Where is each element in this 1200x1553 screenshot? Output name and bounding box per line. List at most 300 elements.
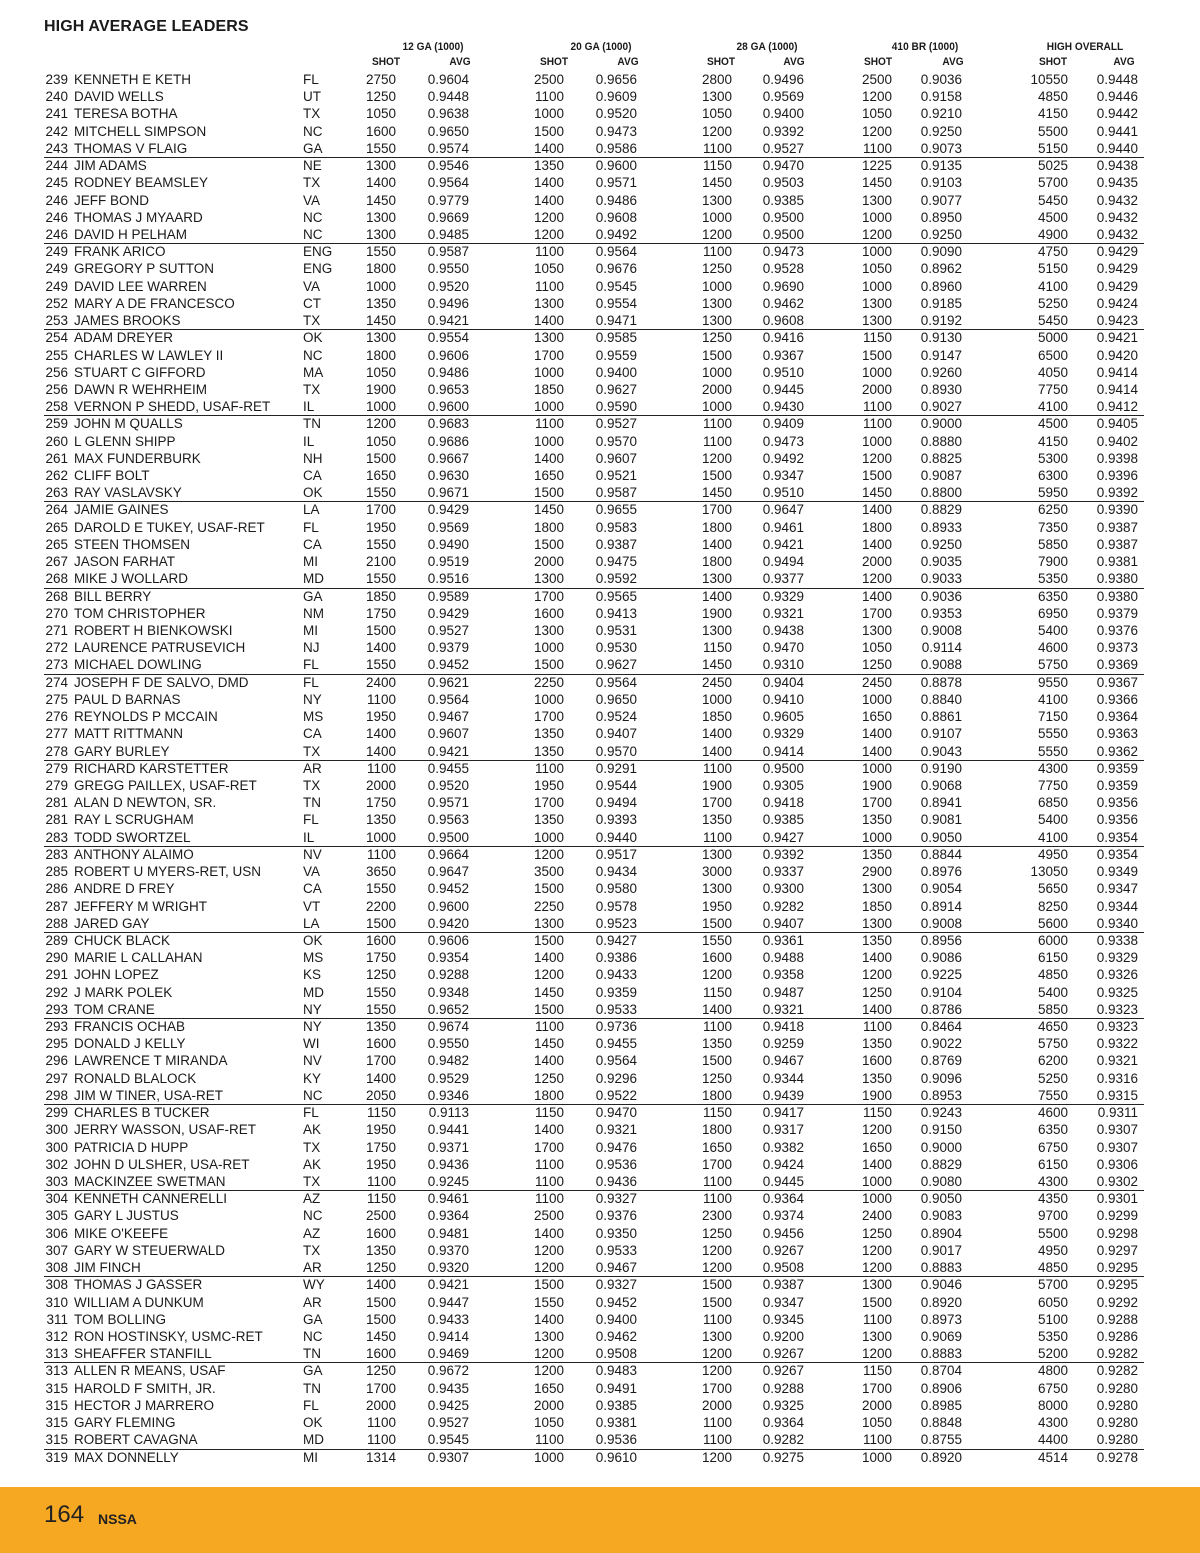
name-cell: DAVID LEE WARREN <box>74 278 207 294</box>
rank-cell: 262 <box>45 468 68 484</box>
page-number: 164 <box>44 1501 85 1528</box>
avg-20ga-cell: 0.9578 <box>595 898 637 914</box>
shot-20ga-cell: 1550 <box>533 1294 564 1310</box>
table-row <box>44 726 1144 743</box>
avg-20ga-cell: 0.9455 <box>595 1036 637 1052</box>
table-row <box>44 1019 1144 1036</box>
avg-12ga-cell: 0.9554 <box>427 330 469 346</box>
rank-cell: 241 <box>45 106 68 122</box>
shot-20ga-cell: 1400 <box>533 1225 564 1241</box>
table-row <box>44 950 1144 967</box>
shot-20ga-cell: 1200 <box>533 209 564 225</box>
avg-410br-cell: 0.8904 <box>920 1225 962 1241</box>
rank-cell: 272 <box>45 640 68 656</box>
rank-cell: 312 <box>45 1328 68 1344</box>
avg-overall-cell: 0.9326 <box>1096 967 1138 983</box>
shot-12ga-cell: 1250 <box>365 1363 396 1379</box>
shot-410br-cell: 1000 <box>861 433 892 449</box>
shot-overall-cell: 6150 <box>1037 1156 1068 1172</box>
avg-12ga-cell: 0.9527 <box>427 623 469 638</box>
avg-12ga-cell: 0.9435 <box>427 1380 469 1396</box>
shot-20ga-cell: 1500 <box>533 1001 564 1017</box>
shot-410br-cell: 1100 <box>862 1019 892 1035</box>
shot-20ga-cell: 1500 <box>533 932 564 948</box>
state-cell: MD <box>303 984 324 1000</box>
shot-12ga-cell: 2000 <box>365 1397 396 1413</box>
state-cell: OK <box>303 330 323 346</box>
shot-20ga-cell: 1050 <box>533 1415 564 1431</box>
name-cell: ADAM DREYER <box>74 330 174 346</box>
avg-overall-cell: 0.9323 <box>1096 1019 1138 1035</box>
avg-12ga-cell: 0.9429 <box>427 605 469 621</box>
avg-12ga-cell: 0.9516 <box>427 571 469 587</box>
name-cell: DAROLD E TUKEY, USAF-RET <box>74 519 265 535</box>
avg-410br-cell: 0.8906 <box>920 1380 962 1396</box>
state-cell: TX <box>303 175 321 191</box>
shot-28ga-cell: 1800 <box>701 1122 732 1138</box>
avg-28ga-cell: 0.9392 <box>762 846 804 862</box>
shot-410br-cell: 2000 <box>861 1397 892 1413</box>
name-cell: JARED GAY <box>74 915 150 931</box>
shot-12ga-cell: 1850 <box>365 588 396 604</box>
table-row <box>44 210 1144 227</box>
rank-cell: 315 <box>45 1380 68 1396</box>
shot-12ga-cell: 1000 <box>365 399 396 415</box>
avg-20ga-cell: 0.9570 <box>595 433 637 449</box>
rank-cell: 255 <box>45 347 68 363</box>
table-row <box>44 1105 1144 1122</box>
shot-410br-cell: 1000 <box>861 1449 892 1465</box>
avg-20ga-cell: 0.9452 <box>595 1294 637 1310</box>
name-cell: ANDRE D FREY <box>74 881 175 897</box>
avg-410br-cell: 0.8755 <box>920 1432 962 1448</box>
avg-410br-cell: 0.8829 <box>920 502 962 518</box>
shot-12ga-cell: 1300 <box>365 209 396 225</box>
table-row <box>44 261 1144 278</box>
shot-overall-cell: 5550 <box>1037 743 1068 759</box>
state-cell: NY <box>303 1019 322 1035</box>
rank-cell: 246 <box>45 209 68 225</box>
shot-overall-cell: 5300 <box>1037 450 1068 466</box>
avg-410br-cell: 0.9000 <box>920 416 962 432</box>
shot-overall-cell: 5500 <box>1037 1225 1068 1241</box>
shot-overall-cell: 4950 <box>1037 846 1068 862</box>
shot-12ga-cell: 1350 <box>365 1019 396 1035</box>
name-cell: JOHN LOPEZ <box>74 967 159 983</box>
shot-410br-cell: 1350 <box>861 846 892 862</box>
avg-12ga-cell: 0.9455 <box>427 760 469 776</box>
avg-overall-cell: 0.9282 <box>1096 1363 1138 1379</box>
avg-410br-cell: 0.9050 <box>920 829 962 845</box>
rank-cell: 295 <box>45 1036 68 1052</box>
shot-410br-cell: 2000 <box>861 554 892 570</box>
group-410br: 410 BR (1000) <box>891 41 959 53</box>
avg-410br-cell: 0.8914 <box>920 898 962 914</box>
avg-410br-cell: 0.9008 <box>920 915 962 931</box>
avg-overall-cell: 0.9398 <box>1096 450 1138 466</box>
shot-overall-cell: 7550 <box>1037 1087 1068 1103</box>
avg-28ga-cell: 0.9473 <box>762 433 804 449</box>
avg-12ga-cell: 0.9320 <box>427 1260 469 1276</box>
avg-20ga-cell: 0.9580 <box>595 881 637 897</box>
avg-28ga-cell: 0.9416 <box>762 330 804 346</box>
shot-20ga-cell: 1200 <box>533 846 564 862</box>
avg-12ga-cell: 0.9564 <box>427 175 469 191</box>
group-20ga: 20 GA (1000) <box>570 41 632 53</box>
avg-20ga-cell: 0.9564 <box>595 1053 637 1069</box>
name-cell: MAX DONNELLY <box>74 1449 179 1465</box>
shot-overall-cell: 4600 <box>1037 640 1068 656</box>
avg-410br-cell: 0.9250 <box>920 123 962 139</box>
shot-28ga-cell: 1500 <box>701 915 732 931</box>
shot-28ga-cell: 2300 <box>701 1208 732 1224</box>
avg-header: AVG <box>449 56 471 68</box>
avg-overall-cell: 0.9432 <box>1096 226 1138 242</box>
avg-20ga-cell: 0.9327 <box>595 1277 637 1293</box>
rank-cell: 315 <box>45 1397 68 1413</box>
rank-cell: 274 <box>45 674 68 690</box>
avg-overall-cell: 0.9307 <box>1096 1122 1138 1138</box>
shot-410br-cell: 1200 <box>861 1346 892 1362</box>
shot-20ga-cell: 1800 <box>533 519 564 535</box>
rank-cell: 265 <box>45 519 68 535</box>
avg-12ga-cell: 0.9485 <box>427 226 469 242</box>
avg-410br-cell: 0.9135 <box>920 158 962 174</box>
avg-28ga-cell: 0.9367 <box>762 347 804 363</box>
name-cell: JEFF BOND <box>74 192 150 208</box>
shot-28ga-cell: 1100 <box>702 416 732 432</box>
shot-20ga-cell: 1350 <box>533 158 564 174</box>
shot-20ga-cell: 1000 <box>533 399 564 415</box>
avg-20ga-cell: 0.9521 <box>595 468 637 484</box>
shot-overall-cell: 4950 <box>1037 1242 1068 1258</box>
rank-cell: 278 <box>45 743 68 759</box>
shot-28ga-cell: 1350 <box>701 1036 732 1052</box>
shot-20ga-cell: 1700 <box>533 1139 564 1155</box>
shot-28ga-cell: 1350 <box>701 812 732 828</box>
avg-20ga-cell: 0.9517 <box>595 846 637 862</box>
shot-410br-cell: 1000 <box>861 1191 892 1207</box>
avg-410br-cell: 0.9158 <box>920 89 962 105</box>
table-row <box>44 537 1144 554</box>
avg-28ga-cell: 0.9329 <box>762 726 804 742</box>
avg-overall-cell: 0.9429 <box>1096 261 1138 277</box>
rank-cell: 305 <box>45 1208 68 1224</box>
avg-overall-cell: 0.9280 <box>1096 1432 1138 1448</box>
avg-410br-cell: 0.8861 <box>920 709 962 725</box>
table-row <box>44 1295 1144 1312</box>
name-cell: MICHAEL DOWLING <box>74 657 202 673</box>
shot-20ga-cell: 1400 <box>533 1053 564 1069</box>
rank-cell: 256 <box>45 381 68 397</box>
avg-20ga-cell: 0.9475 <box>595 554 637 570</box>
shot-410br-cell: 1300 <box>861 915 892 931</box>
rank-cell: 271 <box>45 623 68 638</box>
table-row <box>44 864 1144 881</box>
shot-28ga-cell: 1800 <box>701 554 732 570</box>
avg-28ga-cell: 0.9527 <box>762 140 804 156</box>
shot-12ga-cell: 1400 <box>365 640 396 656</box>
shot-28ga-cell: 1100 <box>702 760 732 776</box>
rank-cell: 300 <box>45 1139 68 1155</box>
table-row <box>44 675 1144 692</box>
rank-cell: 273 <box>45 657 68 673</box>
shot-28ga-cell: 1150 <box>702 984 732 1000</box>
avg-20ga-cell: 0.9522 <box>595 1087 637 1103</box>
avg-410br-cell: 0.9036 <box>920 72 962 87</box>
rank-cell: 304 <box>45 1191 68 1207</box>
shot-overall-cell: 5450 <box>1037 313 1068 329</box>
shot-overall-cell: 5650 <box>1037 881 1068 897</box>
shot-410br-cell: 1200 <box>861 571 892 587</box>
avg-20ga-cell: 0.9413 <box>595 605 637 621</box>
avg-410br-cell: 0.9035 <box>920 554 962 570</box>
shot-20ga-cell: 1850 <box>533 381 564 397</box>
avg-28ga-cell: 0.9282 <box>762 898 804 914</box>
rank-cell: 245 <box>45 175 68 191</box>
avg-12ga-cell: 0.9604 <box>427 72 469 87</box>
shot-20ga-cell: 3500 <box>533 864 564 880</box>
avg-410br-cell: 0.9081 <box>920 812 962 828</box>
state-cell: FL <box>303 674 319 690</box>
shot-12ga-cell: 1950 <box>365 1156 396 1172</box>
shot-28ga-cell: 1000 <box>701 364 732 380</box>
shot-12ga-cell: 1600 <box>365 123 396 139</box>
avg-410br-cell: 0.8878 <box>920 674 962 690</box>
shot-410br-cell: 2500 <box>861 72 892 87</box>
state-cell: TN <box>303 1346 321 1362</box>
avg-28ga-cell: 0.9414 <box>762 743 804 759</box>
avg-20ga-cell: 0.9536 <box>595 1432 637 1448</box>
avg-28ga-cell: 0.9409 <box>762 416 804 432</box>
name-cell: MARIE L CALLAHAN <box>74 950 203 966</box>
name-cell: RAY L SCRUGHAM <box>74 812 194 828</box>
shot-overall-cell: 5200 <box>1037 1346 1068 1362</box>
state-cell: OK <box>303 1415 323 1431</box>
avg-410br-cell: 0.8985 <box>920 1397 962 1413</box>
shot-20ga-cell: 1700 <box>533 709 564 725</box>
avg-overall-cell: 0.9278 <box>1096 1449 1138 1465</box>
avg-12ga-cell: 0.9647 <box>427 864 469 880</box>
avg-410br-cell: 0.9054 <box>920 881 962 897</box>
avg-410br-cell: 0.9210 <box>920 106 962 122</box>
avg-410br-cell: 0.9077 <box>920 192 962 208</box>
avg-12ga-cell: 0.9520 <box>427 278 469 294</box>
shot-410br-cell: 1100 <box>862 416 892 432</box>
shot-20ga-cell: 1000 <box>533 640 564 656</box>
avg-12ga-cell: 0.9496 <box>427 295 469 311</box>
shot-410br-cell: 1200 <box>861 1260 892 1276</box>
avg-28ga-cell: 0.9418 <box>762 1019 804 1035</box>
shot-overall-cell: 5850 <box>1037 536 1068 552</box>
shot-overall-cell: 6050 <box>1037 1294 1068 1310</box>
rank-cell: 310 <box>45 1294 68 1310</box>
name-cell: GARY W STEUERWALD <box>74 1242 226 1258</box>
avg-overall-cell: 0.9441 <box>1096 123 1138 139</box>
shot-28ga-cell: 1000 <box>701 399 732 415</box>
shot-20ga-cell: 1450 <box>533 502 564 518</box>
avg-410br-cell: 0.9190 <box>920 760 962 776</box>
avg-28ga-cell: 0.9407 <box>762 915 804 931</box>
table-row <box>44 158 1144 175</box>
shot-12ga-cell: 1550 <box>365 657 396 673</box>
avg-12ga-cell: 0.9683 <box>427 416 469 432</box>
name-cell: THOMAS J GASSER <box>74 1277 203 1293</box>
avg-28ga-cell: 0.9364 <box>762 1415 804 1431</box>
avg-overall-cell: 0.9286 <box>1096 1328 1138 1344</box>
shot-410br-cell: 1000 <box>861 1174 892 1189</box>
avg-20ga-cell: 0.9656 <box>595 72 637 87</box>
name-cell: STUART C GIFFORD <box>74 364 206 380</box>
rank-cell: 281 <box>45 795 68 811</box>
shot-12ga-cell: 1600 <box>365 1346 396 1362</box>
state-cell: NV <box>303 846 322 862</box>
name-cell: TOM CHRISTOPHER <box>74 605 206 621</box>
state-cell: NC <box>303 1208 323 1224</box>
avg-overall-cell: 0.9448 <box>1096 72 1138 87</box>
rank-cell: 302 <box>45 1156 68 1172</box>
avg-overall-cell: 0.9359 <box>1096 760 1138 776</box>
rank-cell: 240 <box>45 89 68 105</box>
avg-28ga-cell: 0.9427 <box>762 829 804 845</box>
name-cell: J MARK POLEK <box>74 984 173 1000</box>
table-row <box>44 1157 1144 1174</box>
shot-header: SHOT <box>863 56 893 68</box>
avg-20ga-cell: 0.9483 <box>595 1363 637 1379</box>
rank-cell: 307 <box>45 1242 68 1258</box>
shot-overall-cell: 8000 <box>1037 1397 1068 1413</box>
avg-410br-cell: 0.8769 <box>920 1053 962 1069</box>
shot-20ga-cell: 1100 <box>534 244 564 260</box>
avg-overall-cell: 0.9364 <box>1096 709 1138 725</box>
shot-20ga-cell: 1200 <box>533 1346 564 1362</box>
table-row <box>44 1381 1144 1398</box>
name-cell: DAVID H PELHAM <box>74 226 188 242</box>
avg-28ga-cell: 0.9417 <box>762 1105 804 1121</box>
avg-410br-cell: 0.9068 <box>920 777 962 793</box>
shot-overall-cell: 4750 <box>1037 244 1068 260</box>
avg-28ga-cell: 0.9321 <box>762 605 804 621</box>
avg-overall-cell: 0.9323 <box>1096 1001 1138 1017</box>
name-cell: TOM BOLLING <box>74 1311 167 1327</box>
avg-28ga-cell: 0.9282 <box>762 1432 804 1448</box>
avg-overall-cell: 0.9292 <box>1096 1294 1138 1310</box>
avg-overall-cell: 0.9414 <box>1096 364 1138 380</box>
shot-410br-cell: 1650 <box>861 1139 892 1155</box>
rank-cell: 264 <box>45 502 68 518</box>
shot-overall-cell: 4500 <box>1037 416 1068 432</box>
state-cell: AZ <box>303 1191 321 1207</box>
state-cell: MD <box>303 1432 324 1448</box>
shot-20ga-cell: 1100 <box>534 1019 564 1035</box>
state-cell: NH <box>303 450 323 466</box>
state-cell: AK <box>303 1122 322 1138</box>
shot-28ga-cell: 1900 <box>701 777 732 793</box>
shot-12ga-cell: 2100 <box>365 554 396 570</box>
shot-20ga-cell: 1500 <box>533 881 564 897</box>
avg-20ga-cell: 0.9523 <box>595 915 637 931</box>
shot-20ga-cell: 1250 <box>533 1070 564 1086</box>
avg-20ga-cell: 0.9592 <box>595 571 637 587</box>
avg-28ga-cell: 0.9569 <box>762 89 804 105</box>
shot-28ga-cell: 1200 <box>701 1346 732 1362</box>
shot-28ga-cell: 1150 <box>702 640 732 656</box>
shot-overall-cell: 7900 <box>1037 554 1068 570</box>
shot-28ga-cell: 1100 <box>702 1191 732 1207</box>
rank-cell: 308 <box>45 1260 68 1276</box>
table-row <box>44 279 1144 296</box>
shot-12ga-cell: 1100 <box>366 1432 396 1448</box>
avg-20ga-cell: 0.9676 <box>595 261 637 277</box>
avg-12ga-cell: 0.9436 <box>427 1156 469 1172</box>
shot-12ga-cell: 1400 <box>365 743 396 759</box>
state-cell: WI <box>303 1036 320 1052</box>
shot-28ga-cell: 1400 <box>701 726 732 742</box>
shot-28ga-cell: 1800 <box>701 1087 732 1103</box>
shot-20ga-cell: 1950 <box>533 777 564 793</box>
avg-12ga-cell: 0.9652 <box>427 1001 469 1017</box>
avg-overall-cell: 0.9402 <box>1096 433 1138 449</box>
shot-20ga-cell: 1100 <box>534 89 564 105</box>
state-cell: MI <box>303 623 318 638</box>
avg-20ga-cell: 0.9536 <box>595 1156 637 1172</box>
avg-20ga-cell: 0.9470 <box>595 1105 637 1121</box>
avg-12ga-cell: 0.9564 <box>427 691 469 707</box>
table-row <box>44 502 1144 519</box>
avg-20ga-cell: 0.9471 <box>595 313 637 329</box>
avg-20ga-cell: 0.9533 <box>595 1242 637 1258</box>
avg-12ga-cell: 0.9638 <box>427 106 469 122</box>
avg-12ga-cell: 0.9429 <box>427 502 469 518</box>
avg-20ga-cell: 0.9327 <box>595 1191 637 1207</box>
table-row <box>44 382 1144 399</box>
avg-20ga-cell: 0.9359 <box>595 984 637 1000</box>
table-row <box>44 778 1144 795</box>
avg-20ga-cell: 0.9467 <box>595 1260 637 1276</box>
shot-20ga-cell: 1300 <box>533 571 564 587</box>
avg-28ga-cell: 0.9300 <box>762 881 804 897</box>
shot-20ga-cell: 1450 <box>533 1036 564 1052</box>
shot-410br-cell: 1000 <box>861 364 892 380</box>
avg-28ga-cell: 0.9387 <box>762 1277 804 1293</box>
rank-cell: 299 <box>45 1105 68 1121</box>
state-cell: NY <box>303 691 322 707</box>
avg-12ga-cell: 0.9667 <box>427 450 469 466</box>
shot-12ga-cell: 1350 <box>365 295 396 311</box>
shot-28ga-cell: 1700 <box>701 502 732 518</box>
shot-overall-cell: 5025 <box>1037 158 1068 174</box>
avg-28ga-cell: 0.9492 <box>762 450 804 466</box>
name-cell: HECTOR J MARRERO <box>74 1397 215 1413</box>
rank-cell: 246 <box>45 192 68 208</box>
shot-28ga-cell: 1200 <box>701 1449 732 1465</box>
avg-overall-cell: 0.9349 <box>1096 864 1138 880</box>
shot-header: SHOT <box>539 56 569 68</box>
name-cell: MATT RITTMANN <box>74 726 183 742</box>
shot-20ga-cell: 1200 <box>533 1260 564 1276</box>
avg-28ga-cell: 0.9500 <box>762 209 804 225</box>
shot-20ga-cell: 1350 <box>533 812 564 828</box>
shot-20ga-cell: 1400 <box>533 1122 564 1138</box>
state-cell: IL <box>303 433 315 449</box>
avg-12ga-cell: 0.9421 <box>427 743 469 759</box>
avg-20ga-cell: 0.9473 <box>595 123 637 139</box>
shot-12ga-cell: 1550 <box>365 881 396 897</box>
avg-overall-cell: 0.9376 <box>1096 623 1138 638</box>
rank-cell: 298 <box>45 1087 68 1103</box>
shot-410br-cell: 1300 <box>861 1277 892 1293</box>
shot-20ga-cell: 1100 <box>534 278 564 294</box>
